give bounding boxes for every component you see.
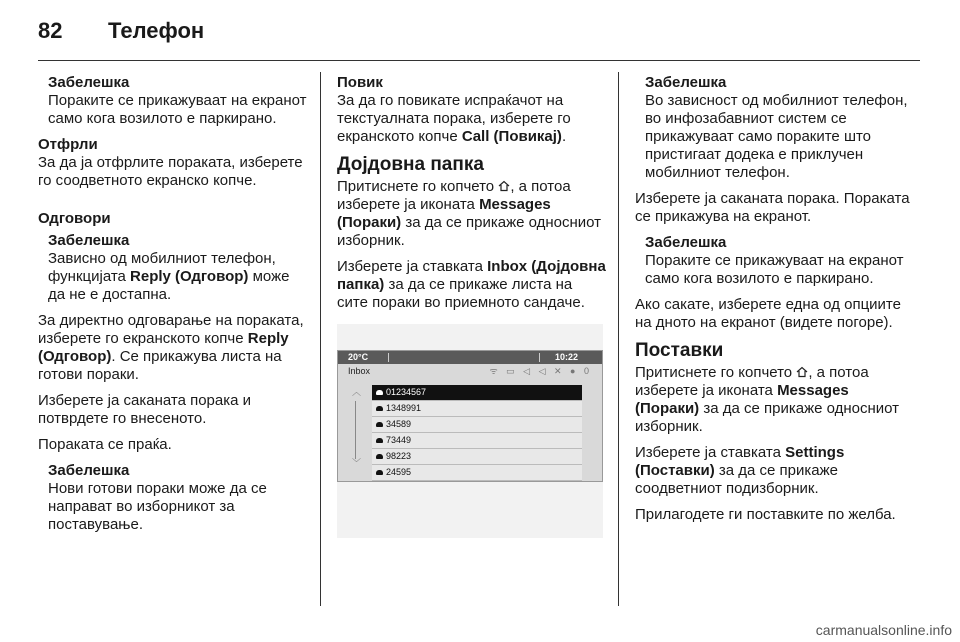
note-box <box>48 462 308 534</box>
heading-settings: Поставки <box>635 340 724 361</box>
paragraph: Изберете ја ставката Inbox (Дојдовна папка) за да се прикаже листа на сите пораки во приемното сандаче. <box>337 258 606 311</box>
column-3 <box>635 74 915 532</box>
list-item[interactable]: 73449 <box>372 433 582 449</box>
note-title: Забелешка <box>645 74 727 91</box>
message-list <box>372 385 582 481</box>
temperature: 20°C <box>348 352 369 362</box>
paragraph: Изберете ја саканата порака. Пораката се прикажува на екранот. <box>635 190 910 225</box>
paragraph: Пораката се праќа. <box>38 436 172 453</box>
phone-icon <box>376 390 383 395</box>
section-heading-reject: Отфрли <box>38 136 98 153</box>
watermark: carmanualsonline.info <box>815 622 952 638</box>
list-item[interactable]: 24595 <box>372 465 582 481</box>
note-text: Пораките се прикажуваат на екранот само кога возилото е паркирано. <box>645 252 904 287</box>
note-text: Пораките се прикажуваат на екранот само кога возилото е паркирано. <box>48 92 307 127</box>
list-item[interactable]: 1348991 <box>372 401 582 417</box>
home-icon <box>498 180 510 192</box>
inbox-screenshot <box>337 324 603 538</box>
clock: 10:22 <box>554 352 578 362</box>
column-1 <box>38 74 308 542</box>
list-item[interactable]: 98223 <box>372 449 582 465</box>
section-heading-reply: Одговори <box>38 210 111 227</box>
status-icons: ᯤ ▭ ◁ ◁ ✕ ● 0 <box>489 366 592 376</box>
list-item[interactable]: 34589 <box>372 417 582 433</box>
note-text: Зависно од мобилниот телефон, функцијата Reply (Одговор) може да не е достапна. <box>48 250 290 303</box>
paragraph: Изберете ја ставката Settings (Поставки) за да се прикаже соодветниот подизборник. <box>635 444 845 497</box>
paragraph: За директно одговарање на пораката, изберете го екранското копче Reply (Одговор). Се прикажува листа на готови пораки. <box>38 312 304 383</box>
page-number: 82 <box>38 18 63 43</box>
column-divider <box>320 72 321 606</box>
list-item[interactable]: 01234567 <box>372 385 582 401</box>
paragraph: За да ја отфрлите пораката, изберете го соодветното екранско копче. <box>38 154 303 189</box>
status-bar <box>338 351 602 364</box>
paragraph: За да го повикате испраќачот на текстуалната порака, изберете го екранското копче Call (Повикај). <box>337 92 571 145</box>
note-title: Забелешка <box>48 232 130 249</box>
phone-icon <box>376 422 383 427</box>
page-title: Телефон <box>108 18 205 43</box>
page-header <box>38 18 204 48</box>
note-box <box>48 74 308 128</box>
column-divider <box>618 72 619 606</box>
scroll-down-icon[interactable]: ﹀ <box>352 458 362 468</box>
header-rule <box>38 60 920 61</box>
note-title: Забелешка <box>645 234 727 251</box>
paragraph: Притиснете го копчето , а потоа изберете ја иконата Messages (Пораки) за да се прикаже односниот изборник. <box>337 178 602 249</box>
note-text: Во зависност од мобилниот телефон, во инфозабавниот систем се прикажуваат само пораките што пристигаат додека е приклучен мобилниот телефон. <box>645 92 908 181</box>
section-heading-call: Повик <box>337 74 383 91</box>
note-text: Нови готови пораки може да се направат во изборникот за поставување. <box>48 480 267 533</box>
note-box <box>48 232 308 304</box>
phone-icon <box>376 470 383 475</box>
note-title: Забелешка <box>48 74 130 91</box>
paragraph: Ако сакате, изберете една од опциите на дното на екранот (видете погоре). <box>635 296 901 331</box>
paragraph: Притиснете го копчето , а потоа изберете ја иконата Messages (Пораки) за да се прикаже односниот изборник. <box>635 364 900 435</box>
home-icon <box>796 366 808 378</box>
phone-icon <box>376 406 383 411</box>
column-2 <box>337 74 607 538</box>
scrollbar[interactable] <box>350 387 362 469</box>
phone-icon <box>376 454 383 459</box>
paragraph: Изберете ја саканата порака и потврдете го внесеното. <box>38 392 252 427</box>
scroll-up-icon[interactable]: ︿ <box>352 387 362 397</box>
note-box <box>645 234 915 288</box>
phone-icon <box>376 438 383 443</box>
heading-inbox: Дојдовна папка <box>337 154 484 175</box>
infotainment-screen <box>337 350 603 482</box>
note-title: Забелешка <box>48 462 130 479</box>
paragraph: Прилагодете ги поставките по желба. <box>635 506 896 523</box>
note-box <box>645 74 915 182</box>
screen-title: Inbox <box>348 366 371 376</box>
